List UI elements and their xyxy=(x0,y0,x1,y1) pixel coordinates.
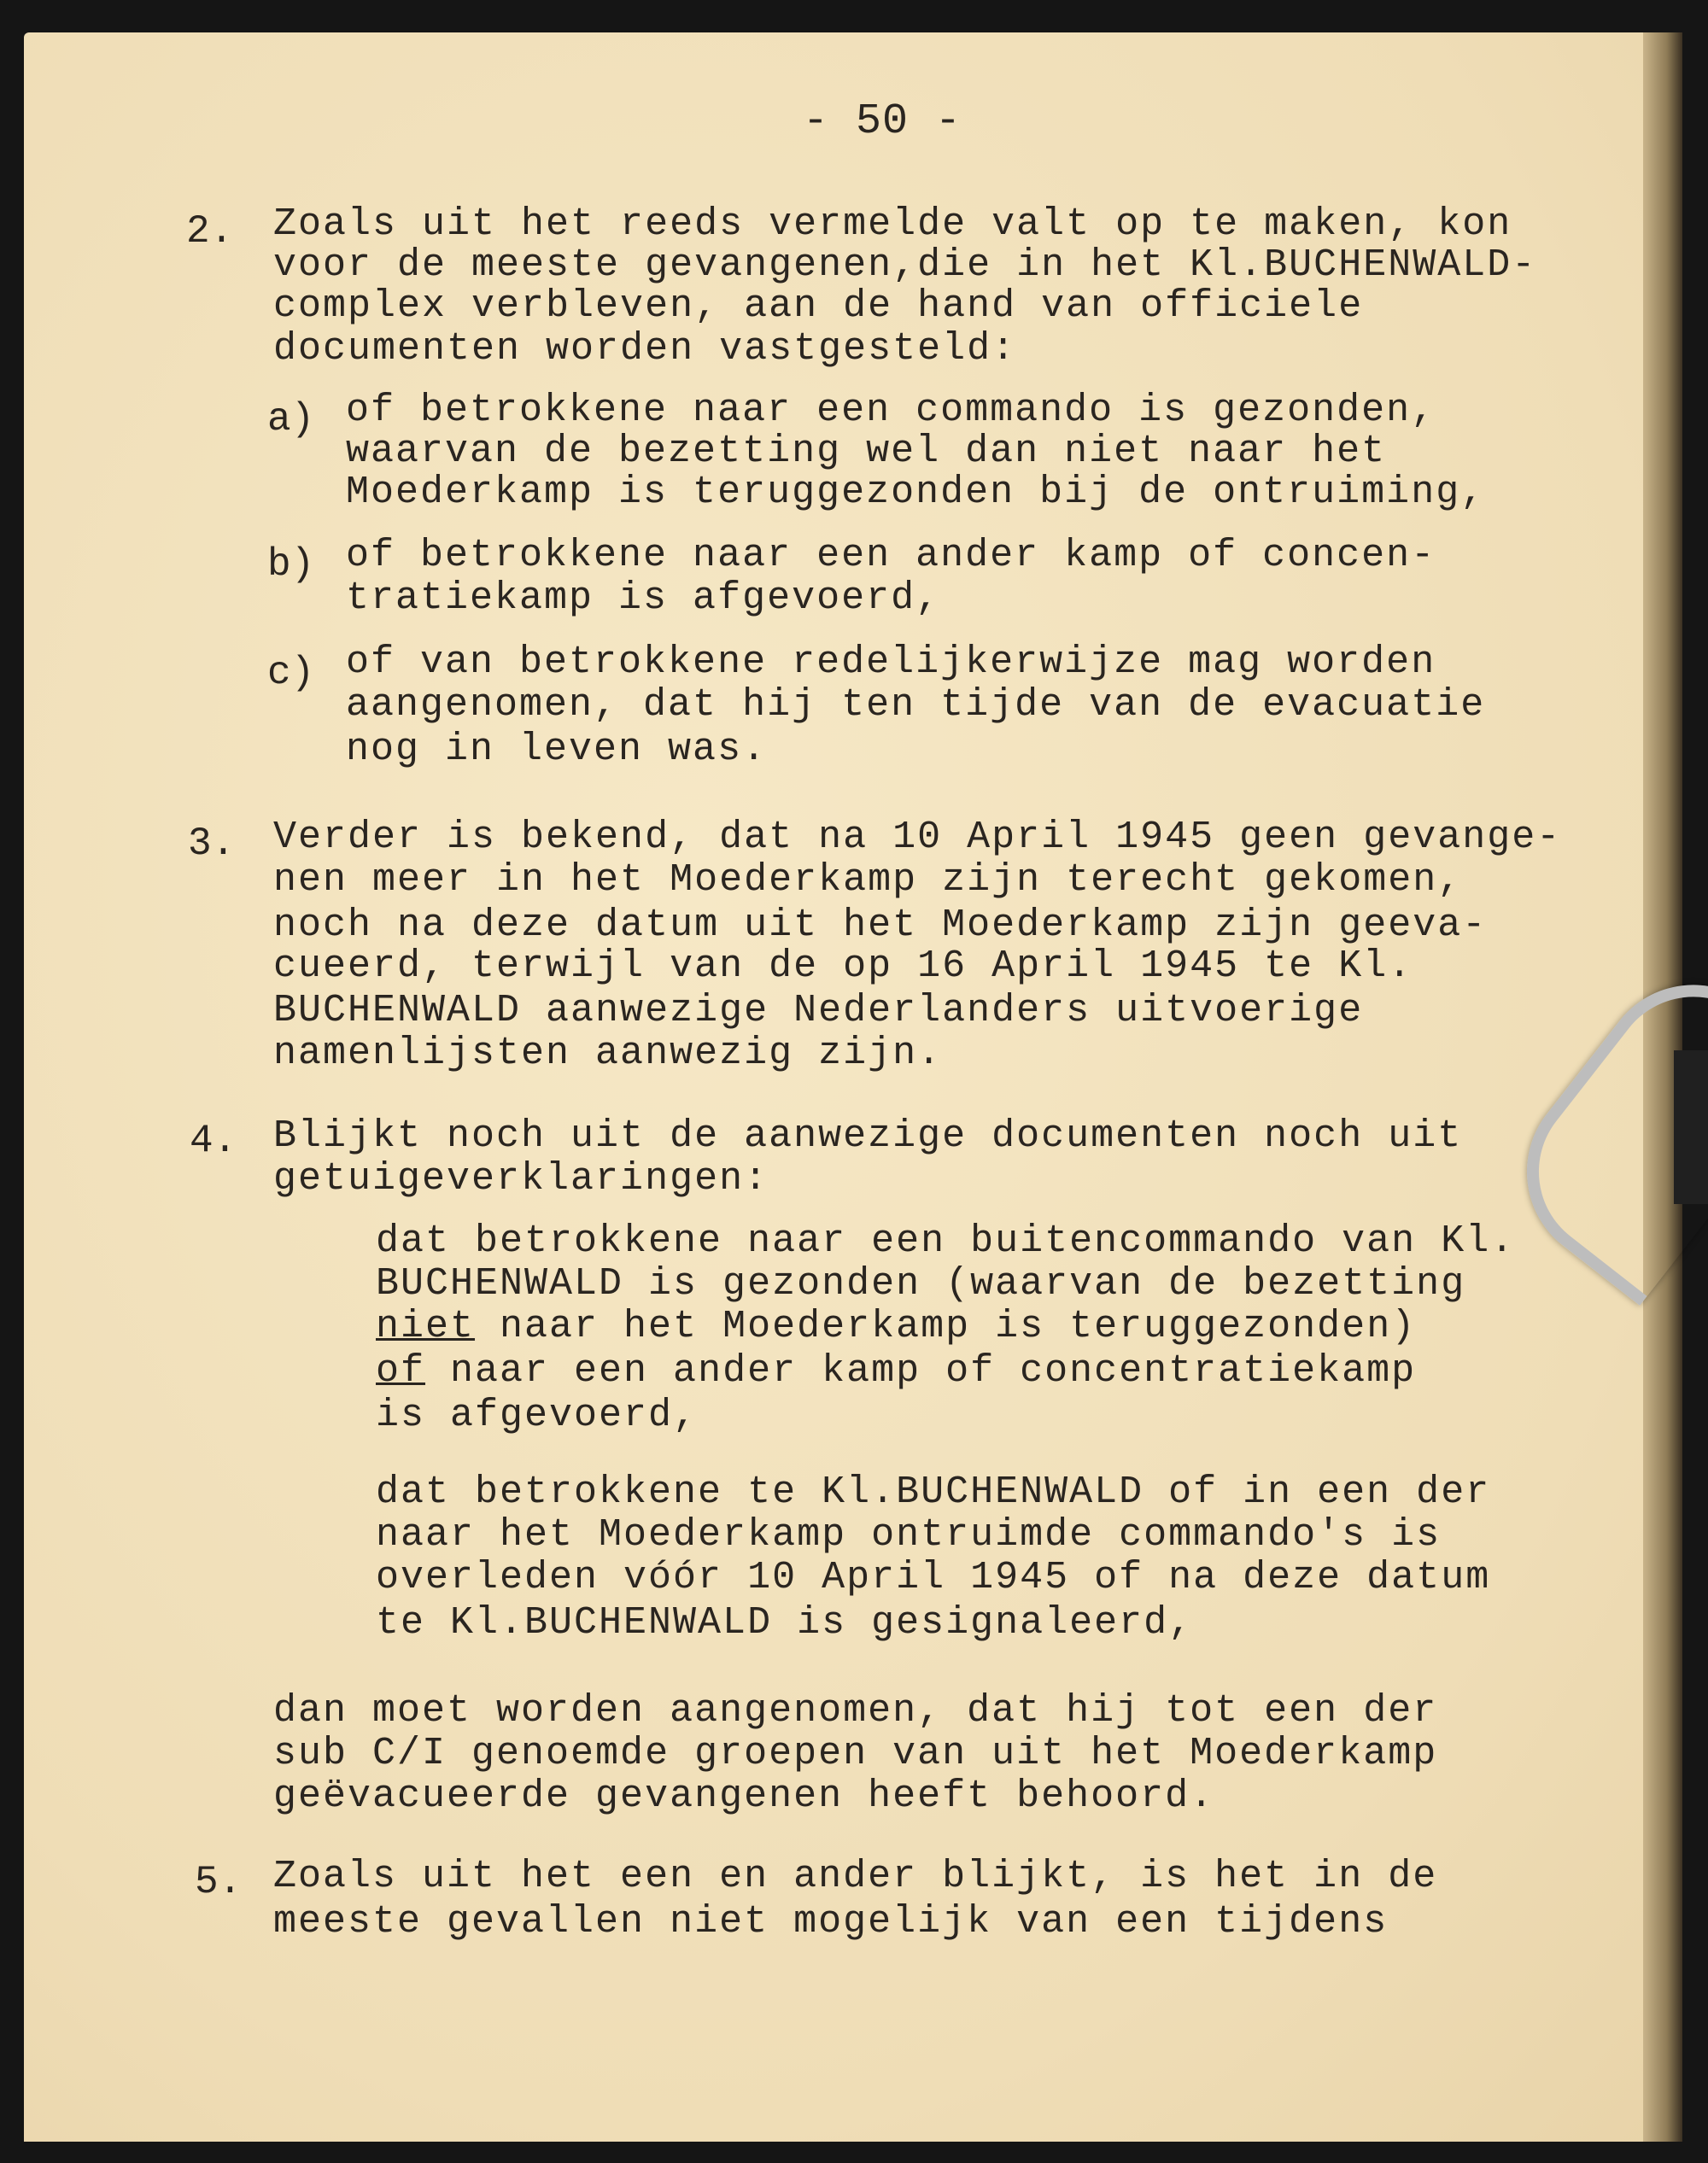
item-c-label: c) xyxy=(267,651,315,695)
conclusion-line: geëvacueerde gevangenen heeft behoord. xyxy=(273,1774,1215,1818)
emphasis-niet: niet xyxy=(376,1305,476,1348)
item-b-line: tratiekamp is afgevoerd, xyxy=(346,576,941,620)
condition-2-line: naar het Moederkamp ontruimde commando's is xyxy=(376,1513,1442,1557)
section-3-number: 3. xyxy=(188,821,236,866)
section-3-line: Verder is bekend, dat na 10 April 1945 geen gevange- xyxy=(273,816,1562,859)
section-3-line: cueerd, terwijl van de op 16 April 1945 te Kl. xyxy=(273,944,1413,988)
condition-2-line: overleden vóór 10 April 1945 of na deze datum xyxy=(376,1556,1491,1599)
item-c-line: nog in leven was. xyxy=(346,728,768,771)
section-4-line: Blijkt noch uit de aanwezige documenten noch uit xyxy=(273,1114,1463,1158)
section-4-line: getuigeverklaringen: xyxy=(273,1157,769,1201)
section-2-line: Zoals uit het reeds vermelde valt op te maken, kon xyxy=(273,202,1512,246)
condition-1-line: BUCHENWALD is gezonden (waarvan de bezetting xyxy=(376,1262,1466,1306)
condition-1-line: of naar een ander kamp of concentratiekamp xyxy=(376,1349,1417,1393)
condition-1-line: is afgevoerd, xyxy=(376,1394,699,1437)
conclusion-line: sub C/I genoemde groepen van uit het Moederkamp xyxy=(273,1732,1438,1775)
section-3-line: BUCHENWALD aanwezige Nederlanders uitvoerige xyxy=(273,989,1364,1032)
section-2-line: voor de meeste gevangenen,die in het Kl.BUCHENWALD- xyxy=(273,243,1537,287)
condition-1-line: niet naar het Moederkamp is teruggezonden) xyxy=(376,1305,1417,1348)
item-c-line: of van betrokkene redelijkerwijze mag worden xyxy=(346,640,1436,684)
section-3-line: namenlijsten aanwezig zijn. xyxy=(273,1032,943,1075)
item-a-line: waarvan de bezetting wel dan niet naar het xyxy=(346,430,1387,473)
clip-shadow xyxy=(1674,1050,1708,1204)
item-b-label: b) xyxy=(267,542,315,587)
section-5-line: Zoals uit het een en ander blijkt, is het in de xyxy=(273,1855,1438,1898)
section-2-number: 2. xyxy=(186,209,234,254)
section-4-number: 4. xyxy=(190,1119,237,1163)
condition-2-line: dat betrokkene te Kl.BUCHENWALD of in een der xyxy=(376,1470,1491,1514)
condition-1-line: dat betrokkene naar een buitencommando van Kl. xyxy=(376,1219,1516,1263)
section-2-line: complex verbleven, aan de hand van officiele xyxy=(273,284,1364,328)
condition-2-line: te Kl.BUCHENWALD is gesignaleerd, xyxy=(376,1601,1194,1645)
conclusion-line: dan moet worden aangenomen, dat hij tot een der xyxy=(273,1689,1438,1733)
emphasis-of: of xyxy=(376,1349,426,1393)
item-a-label: a) xyxy=(267,397,315,441)
section-3-line: noch na deze datum uit het Moederkamp zijn geeva- xyxy=(273,903,1488,947)
section-2-line: documenten worden vastgesteld: xyxy=(273,327,1017,371)
page-number: - 50 - xyxy=(803,97,962,146)
item-a-line: Moederkamp is teruggezonden bij de ontruiming, xyxy=(346,471,1486,514)
item-a-line: of betrokkene naar een commando is gezonden, xyxy=(346,389,1436,432)
section-3-line: nen meer in het Moederkamp zijn terecht gekomen, xyxy=(273,858,1463,902)
section-5-line: meeste gevallen niet mogelijk van een tijdens xyxy=(273,1900,1389,1944)
section-5-number: 5. xyxy=(195,1860,243,1904)
item-c-line: aangenomen, dat hij ten tijde van de evacuatie xyxy=(346,683,1486,727)
item-b-line: of betrokkene naar een ander kamp of concen- xyxy=(346,534,1436,577)
